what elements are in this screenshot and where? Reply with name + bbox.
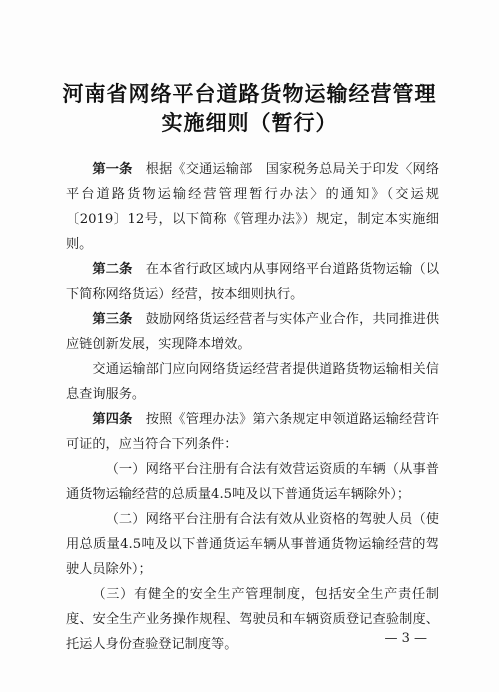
document-title-line2: 实施细则（暂行） (161, 111, 338, 135)
paragraph-text: 根据《交通运输部 国家税务总局关于印发〈网络平台道路货物运输经营管理暂行办法〉的通知》（交运规〔2019〕12号，以下简称《管理办法》）规定，制定本实施细则。 (66, 162, 440, 252)
paragraph-text: （一）网络平台注册有合法有效营运资质的车辆（从事普通货物运输经营的总质量4.5吨及以下普通货运车辆除外）； (66, 462, 439, 502)
paragraph-text: 在本省行政区域内从事网络平台道路货物运输（以下简称网络货运）经营，按本细则执行。 (66, 262, 440, 302)
paragraph-item-3 (66, 582, 439, 657)
article-label: 第二条 (92, 262, 133, 277)
paragraph-article-4 (66, 407, 439, 457)
paragraph-article-3 (66, 307, 439, 357)
page-number: — 3 — (384, 631, 427, 646)
article-label: 第一条 (92, 162, 133, 177)
document-title-line1: 河南省网络平台道路货物运输经营管理 (62, 82, 437, 106)
paragraph-article-3-cont (66, 357, 439, 407)
article-label: 第四条 (92, 412, 133, 427)
paragraph-item-2 (66, 507, 439, 582)
article-label: 第三条 (92, 312, 133, 327)
paragraph-text: （三）有健全的安全生产管理制度，包括安全生产责任制度、安全生产业务操作规程、驾驶员和车辆资质登记查验制度、托运人身份查验登记制度等。 (66, 587, 439, 652)
paragraph-text: 鼓励网络货运经营者与实体产业合作，共同推进供应链创新发展，实现降本增效。 (66, 312, 440, 352)
paragraph-text: （二）网络平台注册有合法有效从业资格的驾驶人员（使用总质量4.5吨及以下普通货运车辆从事普通货物运输经营的驾驶人员除外）； (66, 512, 439, 577)
paragraph-text: 按照《管理办法》第六条规定申领道路运输经营许可证的，应当符合下列条件： (66, 412, 440, 452)
paragraph-text: 交通运输部门应向网络货运经营者提供道路货物运输相关信息查询服务。 (66, 362, 439, 402)
paragraph-article-1 (66, 157, 439, 257)
paragraph-article-2 (66, 257, 439, 307)
document-body (66, 157, 439, 657)
paragraph-item-1 (66, 457, 439, 507)
